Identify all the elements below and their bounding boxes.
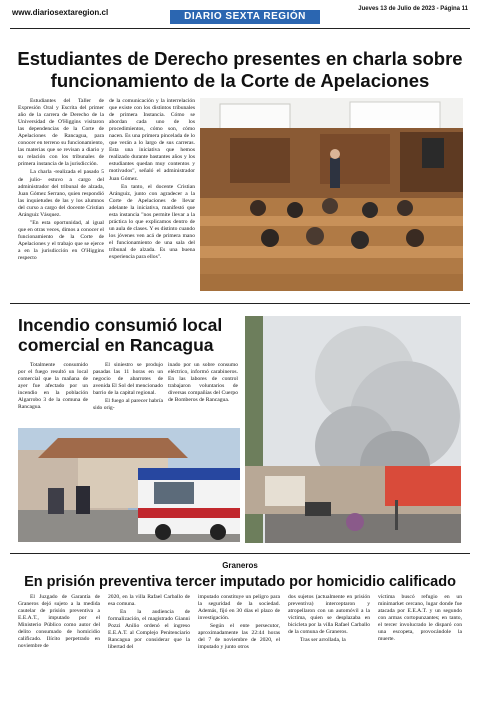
fire-smoke-photo bbox=[245, 316, 461, 543]
story1-paragraph: En tanto, el docente Cristian Aránguiz, junto con agradecer a la Corte de Apelaciones de llevar adelante la iniciativa, manifestó que esta instancia "nos permite llevar a la práctica lo que explicamos dentro de un aula de clases. Y es distinto cuando los jóvenes ven acá de primera mano el funcionamiento de una sala del tribunal de alzada. Es una buena experiencia para ellos". bbox=[109, 183, 195, 261]
story3-col5 bbox=[378, 594, 462, 644]
story3-paragraph: Según el ente persecutor, aproximadamente las 22:44 horas del 7 de noviembre de 2020, el imputado y junto otros bbox=[198, 623, 280, 651]
story3-paragraph: En la audiencia de formalización, el magistrado Gianni Pozzi Anilio ordenó el ingreso E.E.A.T. al Complejo Penitenciario Rancagua por considerar que la libertad del bbox=[108, 609, 190, 651]
fire-truck-photo bbox=[18, 428, 240, 542]
section-rule bbox=[10, 553, 470, 554]
story2-paragraph: Totalmente consumido por el fuego resultó un local comercial que la mañana de ayer fue afectado por un incendio en la población Algarrobo 3 de la comuna de Rancagua. bbox=[18, 362, 88, 411]
story3-col3 bbox=[198, 594, 280, 652]
story3-col1 bbox=[18, 594, 100, 651]
story1-paragraph: La charla -realizada el pasado 5 de julio- estuvo a cargo del administrador del tribunal de alzada, Juan Gómez Serrano, quien respondió las inquietudes de las y los alumnos del curso a cargo del docente Cristian Aránguiz Vásquez. bbox=[18, 169, 104, 218]
courtroom-photo bbox=[200, 98, 463, 291]
story1-paragraph: Estudiantes del Taller de Expresión Oral y Escrita del primer año de la carrera de Derecho de la Universidad de O'Higgins visitaron las dependencias de la Corte de Apelaciones de Rancagua, para conocer en terreno su funcionamiento, las materias que se revisan a diario y su relación con los tribunales de primera instancia de la jurisdicción. bbox=[18, 98, 104, 168]
story3-kicker: Graneros bbox=[222, 561, 258, 570]
story3-paragraph: El Juzgado de Garantía de Graneros dejó sujeto a la medida cautelar de prisión preventiva a E.E.A.T., imputado por el Ministerio Público como autor del delito consumado de homicidio calificado. Ilícito perpetrado en noviembre de bbox=[18, 594, 100, 650]
courtroom-illustration bbox=[200, 98, 463, 291]
section-rule bbox=[10, 303, 470, 304]
story3-paragraph: dos sujetos (actualmente en prisión preventiva) interceptaron y atropellaron con un automóvil a la víctima, quien se desplazaba en bicicleta por la villa Rafael Carballo de la comuna de Graneros. bbox=[288, 594, 370, 636]
story3-paragraph: víctima buscó refugio en un minimarket cercano, lugar donde fue atacada por E.E.A.T. y un segundo con armas cortopunzantes; en tanto, el tercer involucrado le disparó con una escopeta, provocándole la muerte. bbox=[378, 594, 462, 643]
page-header bbox=[10, 4, 470, 26]
story3-headline: En prisión preventiva tercer imputado por homicidio calificado bbox=[24, 574, 456, 590]
story2-paragraph: inado por un sobre consumo eléctrico, informó carabineros. En las labores de control trabajaron voluntarios de diversas compañías del Cuerpo de Bomberos de Rancagua. bbox=[168, 362, 238, 404]
fire-smoke-illustration bbox=[245, 316, 461, 543]
header-rule bbox=[10, 28, 470, 29]
story1-paragraph: de la comunicación y la interrelación que existe con los distintos tribunales de primera Instancia. Cómo se abordan cada uno de los procedimientos, cómo son, cómo nacen. Es una primera pincelada de lo que verán a lo largo de sus carreras. Esta una iniciativa que hemos realizado durante bastantes años y los estudiantes quedan muy contentos y motivados", señaló el administrador Juan Gómez. bbox=[109, 98, 195, 182]
story2-col2 bbox=[93, 362, 163, 413]
story1-headline: Estudiantes de Derecho presentes en charla sobre funcionamiento de la Corte de Apelaciones bbox=[17, 48, 463, 91]
story2-headline: Incendio consumió local comercial en Rancagua bbox=[18, 315, 223, 355]
story1-col1 bbox=[18, 98, 104, 263]
story3-paragraph: 2020, en la villa Rafael Carballo de esa comuna. bbox=[108, 594, 190, 608]
fire-truck-illustration bbox=[18, 428, 240, 542]
story1-col2 bbox=[109, 98, 195, 262]
story3-paragraph: Tras ser arrollada, la bbox=[300, 637, 346, 644]
story3-paragraph: imputado constituye un peligro para la seguridad de la sociedad. Además, fijó en 30 días el plazo de investigación. bbox=[198, 594, 280, 622]
story3-col2 bbox=[108, 594, 190, 652]
story2-col1 bbox=[18, 362, 88, 412]
date-page-line: Jueves 13 de Julio de 2023 - Página 11 bbox=[358, 6, 468, 12]
story3-col4 bbox=[288, 594, 370, 645]
newspaper-name: DIARIO SEXTA REGIÓN bbox=[170, 10, 320, 24]
story2-paragraph: El fuego al parecer habría sido orig- bbox=[93, 398, 163, 412]
story1-paragraph: "En esta oportunidad, al igual que en otras veces, dimos a conocer el funcionamiento de la Corte de Apelaciones y el trabajo que se ejerce a en la jurisdicción en O'Higgins respecto bbox=[18, 219, 104, 262]
site-url[interactable]: www.diariosextaregion.cl bbox=[12, 8, 109, 17]
story2-paragraph: El siniestro se produjo pasadas las 11 horas en un negocio de abarrotes de avenida El Sol del mencionado barrio de la capital regional. bbox=[93, 362, 163, 397]
story2-col3 bbox=[168, 362, 238, 405]
